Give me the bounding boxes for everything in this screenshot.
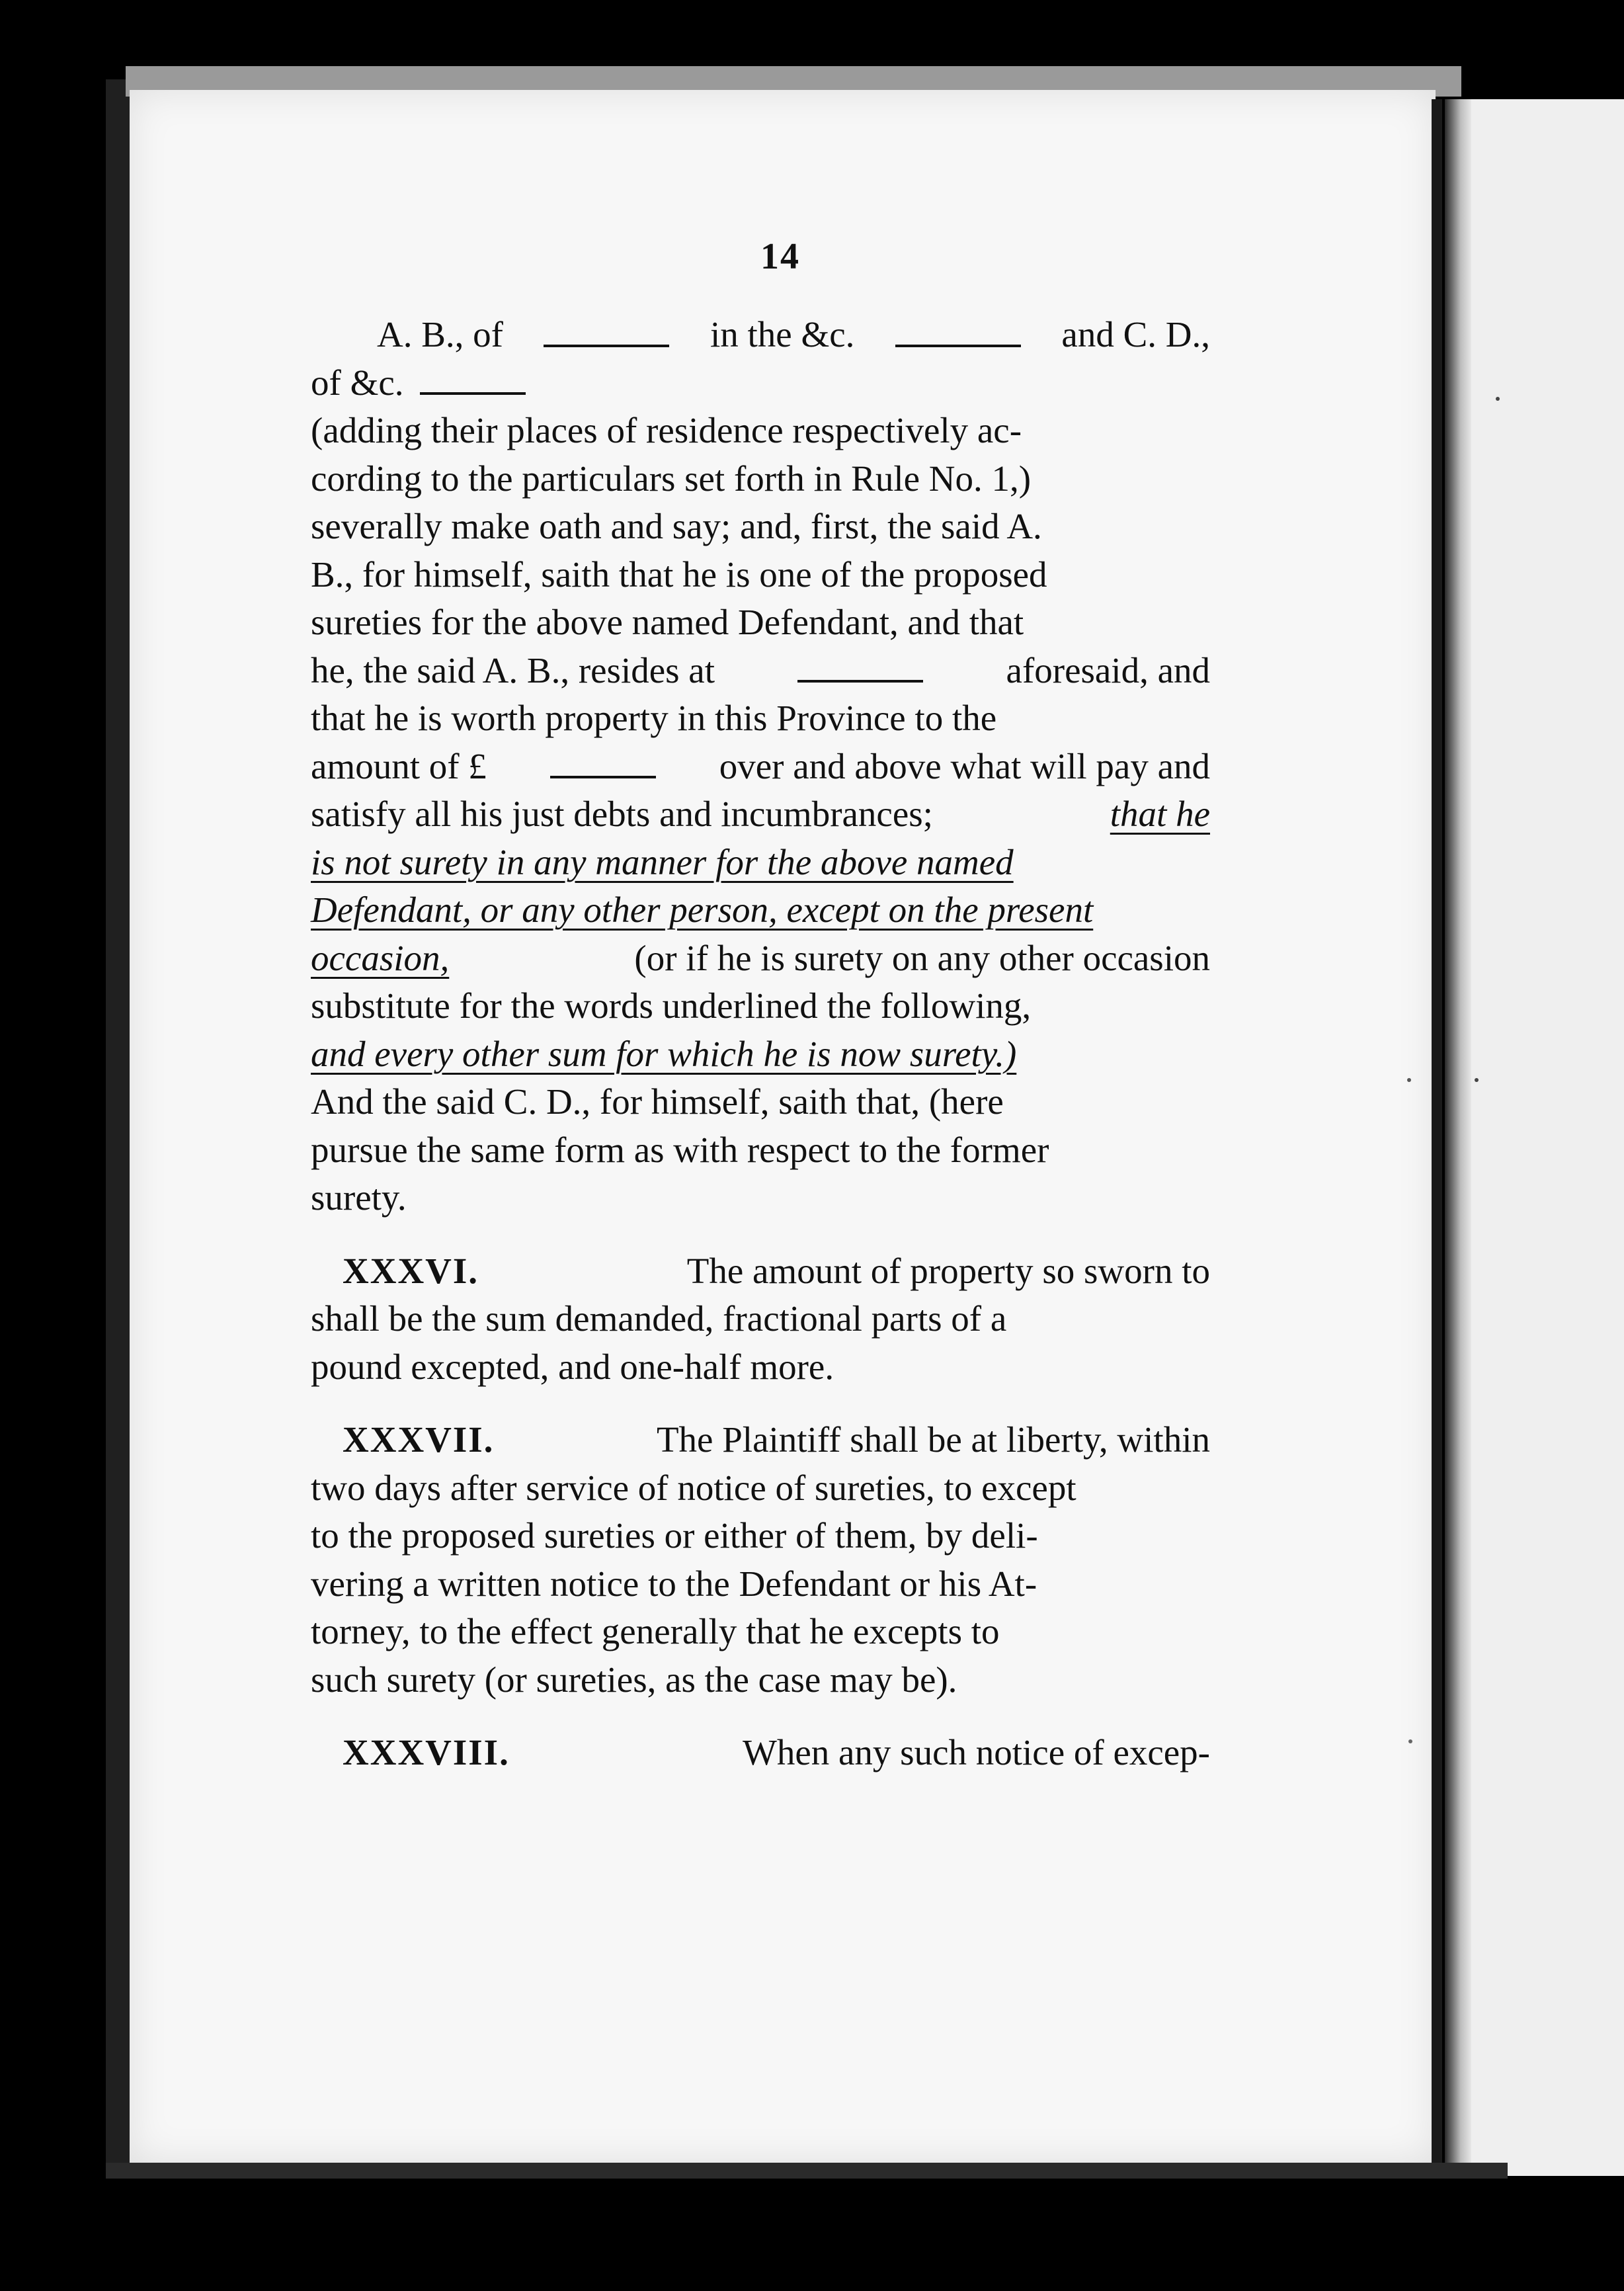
form-line: [311, 935, 1210, 983]
form-line: [311, 886, 1210, 935]
form-text: amount of £: [311, 745, 487, 786]
form-text: pursue the same form as with respect to the former: [311, 1129, 1049, 1170]
form-text: that he is worth property in this Province to the: [311, 698, 997, 738]
rule-line: [311, 1295, 1210, 1343]
form-line: [311, 743, 1210, 791]
form-line: [311, 790, 1210, 839]
form-text: sureties for the above named Defendant, and that: [311, 602, 1024, 642]
rule-text: two days after service of notice of sureties, to except: [311, 1467, 1076, 1508]
rule-line: [311, 1512, 1210, 1560]
rule-line: [311, 1608, 1210, 1656]
rule-text: The amount of property so sworn to: [686, 1250, 1210, 1291]
paragraph-gap: [311, 1391, 1210, 1416]
form-line: [311, 1174, 1210, 1222]
scan-left-shadow: [106, 79, 130, 2176]
page-fold-line: [1432, 99, 1442, 2163]
form-line: [311, 647, 1210, 695]
rule-line: [311, 1560, 1210, 1608]
form-text: cording to the particulars set forth in Rule No. 1,): [311, 458, 1032, 499]
rule-line: [311, 1343, 1210, 1392]
rule-line: [311, 1464, 1210, 1513]
blank-line: [550, 731, 656, 779]
rule-text: When any such notice of excep-: [742, 1732, 1210, 1772]
rule-numeral: XXXVII.: [343, 1419, 495, 1460]
rule-text: shall be the sum demanded, fractional parts of a: [311, 1298, 1007, 1339]
paragraph-gap: [311, 1222, 1210, 1247]
form-line: [311, 839, 1210, 887]
form-text: he, the said A. B., resides at: [311, 649, 715, 690]
form-text: aforesaid, and: [1006, 649, 1210, 690]
speck: [1475, 1078, 1479, 1082]
form-line: [311, 455, 1210, 503]
page-number: 14: [760, 236, 800, 277]
form-text: surety.: [311, 1177, 407, 1218]
form-text: substitute for the words underlined the following,: [311, 985, 1032, 1026]
rule-text: to the proposed sureties or either of them, by deli-: [311, 1515, 1038, 1556]
rule-text: vering a written notice to the Defendant or his At-: [311, 1563, 1037, 1604]
underlined-text: that he: [1110, 794, 1210, 834]
form-text: (adding their places of residence respectively ac-: [311, 410, 1022, 450]
speck: [1408, 1739, 1412, 1743]
blank-line: [895, 299, 1021, 347]
form-text: and C. D.,: [1061, 314, 1210, 354]
form-line: [311, 359, 1210, 407]
form-line: [311, 551, 1210, 599]
rule-text: torney, to the effect generally that he excepts to: [311, 1611, 1000, 1651]
underlined-text: Defendant, or any other person, except on the present: [311, 890, 1094, 930]
blank-line: [544, 299, 669, 347]
underlined-text: is not surety in any manner for the above named: [311, 841, 1014, 882]
rule-text: The Plaintiff shall be at liberty, within: [656, 1419, 1210, 1460]
rule-text: pound excepted, and one-half more.: [311, 1346, 834, 1387]
form-text: (or if he is surety on any other occasion: [634, 937, 1210, 978]
form-line: [311, 694, 1210, 743]
form-text: satisfy all his just debts and incumbrances;: [311, 794, 933, 834]
form-text: severally make oath and say; and, first, the said A.: [311, 506, 1042, 546]
form-text: in the &c.: [710, 314, 855, 354]
form-text: B., for himself, saith that he is one of the proposed: [311, 554, 1047, 595]
form-line: [311, 503, 1210, 551]
form-text: over and above what will pay and: [719, 745, 1210, 786]
adjacent-page: [1448, 99, 1624, 2176]
speck: [1407, 1078, 1411, 1082]
form-line: [311, 1078, 1210, 1126]
form-text: And the said C. D., for himself, saith that, (here: [311, 1081, 1004, 1122]
paragraph-gap: [311, 1704, 1210, 1729]
form-and-rules-text: [311, 311, 1210, 1777]
form-line: [311, 599, 1210, 647]
rule-line: [311, 1729, 1210, 1777]
rule-numeral: XXXVIII.: [343, 1732, 510, 1772]
form-line: [311, 1030, 1210, 1079]
blank-line: [797, 635, 923, 683]
rule-line: [311, 1247, 1210, 1296]
form-text: of &c.: [311, 362, 404, 403]
form-text: A. B., of: [377, 314, 503, 354]
form-line: [311, 982, 1210, 1030]
form-line: [311, 407, 1210, 455]
speck: [1496, 397, 1500, 401]
blank-line: [420, 347, 526, 396]
rule-text: such surety (or sureties, as the case may be).: [311, 1659, 957, 1700]
underlined-text: and every other sum for which he is now surety.): [311, 1033, 1017, 1074]
underlined-text: occasion,: [311, 937, 450, 978]
rule-line: [311, 1416, 1210, 1464]
page-gutter: [1445, 99, 1471, 2176]
form-line: [311, 1126, 1210, 1175]
scan-bottom-edge: [106, 2163, 1508, 2179]
rule-numeral: XXXVI.: [343, 1250, 479, 1291]
rule-line: [311, 1656, 1210, 1704]
